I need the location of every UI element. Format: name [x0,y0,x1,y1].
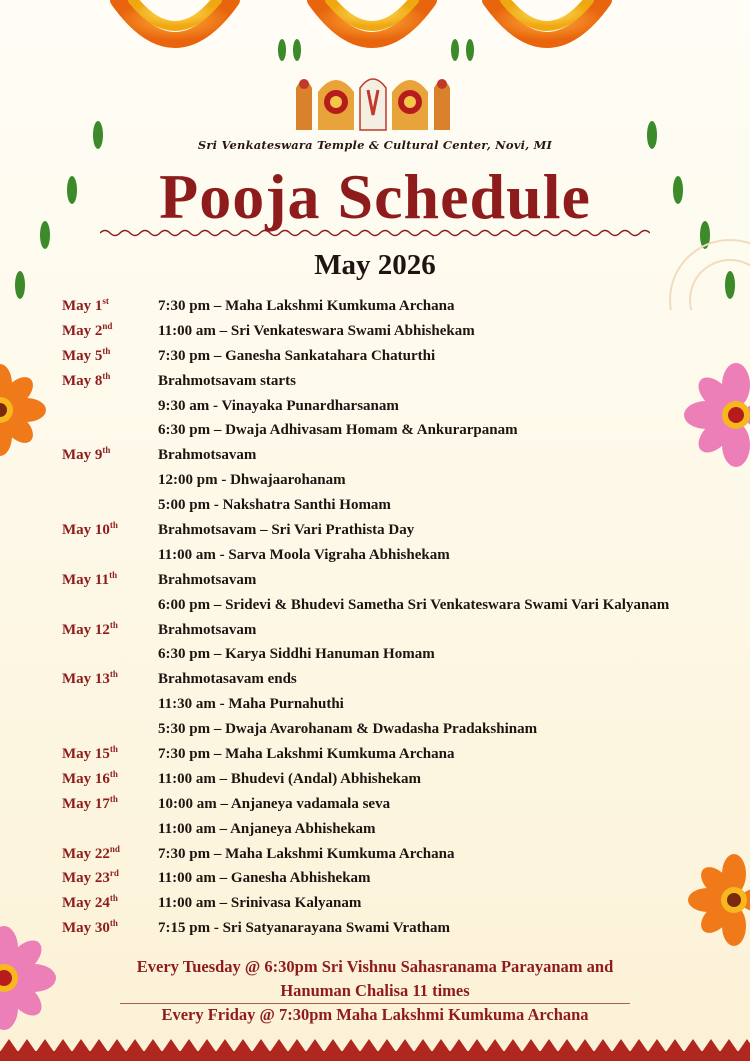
schedule-date-day: May 16 [62,770,110,787]
schedule-row [62,866,750,891]
schedule-date-day: May 8 [62,372,103,389]
schedule-date-suffix: th [109,619,118,630]
schedule-event: 11:00 am – Ganesha Abhishekam [158,870,371,887]
schedule-date [62,891,118,916]
schedule-event: 11:00 am - Sarva Moola Vigraha Abhishekam [158,546,450,563]
schedule-event: 5:00 pm - Nakshatra Santhi Homam [158,497,391,514]
footer-friday-line: Every Friday @ 7:30pm Maha Lakshmi Kumkuma Archana [161,1005,589,1024]
schedule-date [62,618,118,643]
schedule-event: 11:00 am – Anjaneya Abhishekam [158,820,376,837]
schedule-row [62,543,750,568]
schedule-date-suffix: th [109,918,118,929]
schedule-date [62,443,110,468]
schedule-event: 6:00 pm – Sridevi & Bhudevi Sametha Sri Venkateswara Swami Vari Kalyanam [158,596,670,613]
schedule-date [62,518,118,543]
schedule-event: 7:30 pm – Maha Lakshmi Kumkuma Archana [158,298,455,314]
schedule-date-suffix: th [102,345,111,356]
schedule-date-day: May 30 [62,920,110,937]
schedule-event: Brahmotsavam [158,621,257,638]
schedule-date-suffix: th [109,744,118,755]
schedule-date-suffix: st [102,296,109,306]
schedule-date [62,916,118,941]
schedule-event: Brahmotsavam [158,571,257,588]
schedule-event: 7:15 pm - Sri Satyanarayana Swami Vratham [158,920,450,937]
schedule-date-suffix: th [109,793,118,804]
schedule-event: 7:30 pm – Ganesha Sankatahara Chaturthi [158,347,436,364]
schedule-row [62,767,750,792]
schedule-row [62,319,750,344]
schedule-event: 6:30 pm – Dwaja Adhivasam Homam & Ankurarpanam [158,422,518,439]
schedule-date [62,767,118,792]
schedule-row [62,817,750,842]
schedule-date-day: May 9 [62,447,103,464]
temple-deities-logo [288,70,458,132]
schedule-date-suffix: th [109,569,118,580]
schedule-event: Brahmotasavam ends [158,671,297,688]
schedule-row [62,891,750,916]
schedule-date-suffix: th [109,893,118,904]
schedule-date-suffix: th [109,768,118,779]
schedule-date-day: May 2 [62,322,103,339]
page-title: Pooja Schedule [159,161,591,232]
schedule-date-day: May 15 [62,746,110,763]
orange-flower-decoration [0,360,48,460]
schedule-date-day: May 11 [62,571,110,588]
schedule-row [62,344,750,369]
schedule-date [62,294,109,319]
schedule-date [62,568,117,593]
schedule-date-day: May 10 [62,522,110,539]
schedule-date-day: May 13 [62,671,110,688]
footer-tuesday-line2: Hanuman Chalisa 11 times [280,981,470,1000]
schedule-date-day: May 17 [62,795,110,812]
schedule-date-day: May 1 [62,298,103,314]
bottom-zigzag-border [0,1035,750,1061]
schedule-date-suffix: nd [109,843,120,854]
schedule-row [62,642,750,667]
schedule-date [62,344,110,369]
schedule-date-day: May 5 [62,347,103,364]
schedule-month: May 2026 [314,249,436,281]
organization-name: Sri Venkateswara Temple & Cultural Center, Novi, MI [197,138,553,152]
footer-divider [120,1003,630,1004]
schedule-event: 7:30 pm – Maha Lakshmi Kumkuma Archana [158,746,455,763]
schedule-row [62,443,750,468]
schedule-event: 6:30 pm – Karya Siddhi Hanuman Homam [158,646,435,663]
schedule-date [62,742,118,767]
schedule-row [62,618,750,643]
schedule-row [62,518,750,543]
schedule-event: 11:00 am – Sri Venkateswara Swami Abhishekam [158,322,475,339]
schedule-row [62,842,750,867]
schedule-date [62,842,120,867]
schedule-date-day: May 23 [62,870,110,887]
schedule-date-suffix: rd [109,868,119,879]
schedule-event: 11:00 am – Srinivasa Kalyanam [158,895,362,912]
schedule-row [62,418,750,443]
schedule-row [62,792,750,817]
schedule-date [62,792,118,817]
schedule-row [62,742,750,767]
schedule-event: 11:00 am – Bhudevi (Andal) Abhishekam [158,770,421,787]
schedule-date-day: May 24 [62,895,110,912]
schedule-event: 11:30 am - Maha Purnahuthi [158,696,344,713]
schedule-row [62,468,750,493]
schedule-date-day: May 22 [62,845,110,862]
schedule-list [62,294,750,941]
schedule-date [62,319,112,344]
schedule-event: 10:00 am – Anjaneya vadamala seva [158,795,391,812]
schedule-date-suffix: th [102,370,111,381]
schedule-event: 9:30 am - Vinayaka Punardharsanam [158,397,399,414]
schedule-date [62,667,118,692]
schedule-date-suffix: nd [102,320,113,331]
schedule-event: Brahmotsavam [158,447,257,464]
schedule-date-suffix: th [109,520,118,531]
schedule-event: 7:30 pm – Maha Lakshmi Kumkuma Archana [158,845,455,862]
schedule-row [62,394,750,419]
schedule-row [62,692,750,717]
schedule-row [62,717,750,742]
pink-flower-decoration [682,360,750,470]
schedule-date-suffix: th [109,669,118,680]
footer-tuesday-line1: Every Tuesday @ 6:30pm Sri Vishnu Sahasranama Parayanam and [136,957,614,976]
schedule-event: Brahmotsavam – Sri Vari Prathista Day [158,522,415,539]
schedule-date-suffix: th [102,445,111,456]
schedule-date-day: May 12 [62,621,110,638]
schedule-event: 5:30 pm – Dwaja Avarohanam & Dwadasha Pradakshinam [158,721,538,738]
schedule-row [62,593,750,618]
schedule-date [62,369,110,394]
schedule-row [62,667,750,692]
schedule-row [62,916,750,941]
schedule-event: Brahmotsavam starts [158,372,296,389]
schedule-date [62,866,119,891]
schedule-row [62,369,750,394]
title-underline-ornament [100,228,650,238]
schedule-event: 12:00 pm - Dhwajaarohanam [158,472,346,489]
schedule-row [62,568,750,593]
schedule-row [62,294,750,319]
schedule-row [62,493,750,518]
orange-flower-decoration-bottom [684,850,750,950]
